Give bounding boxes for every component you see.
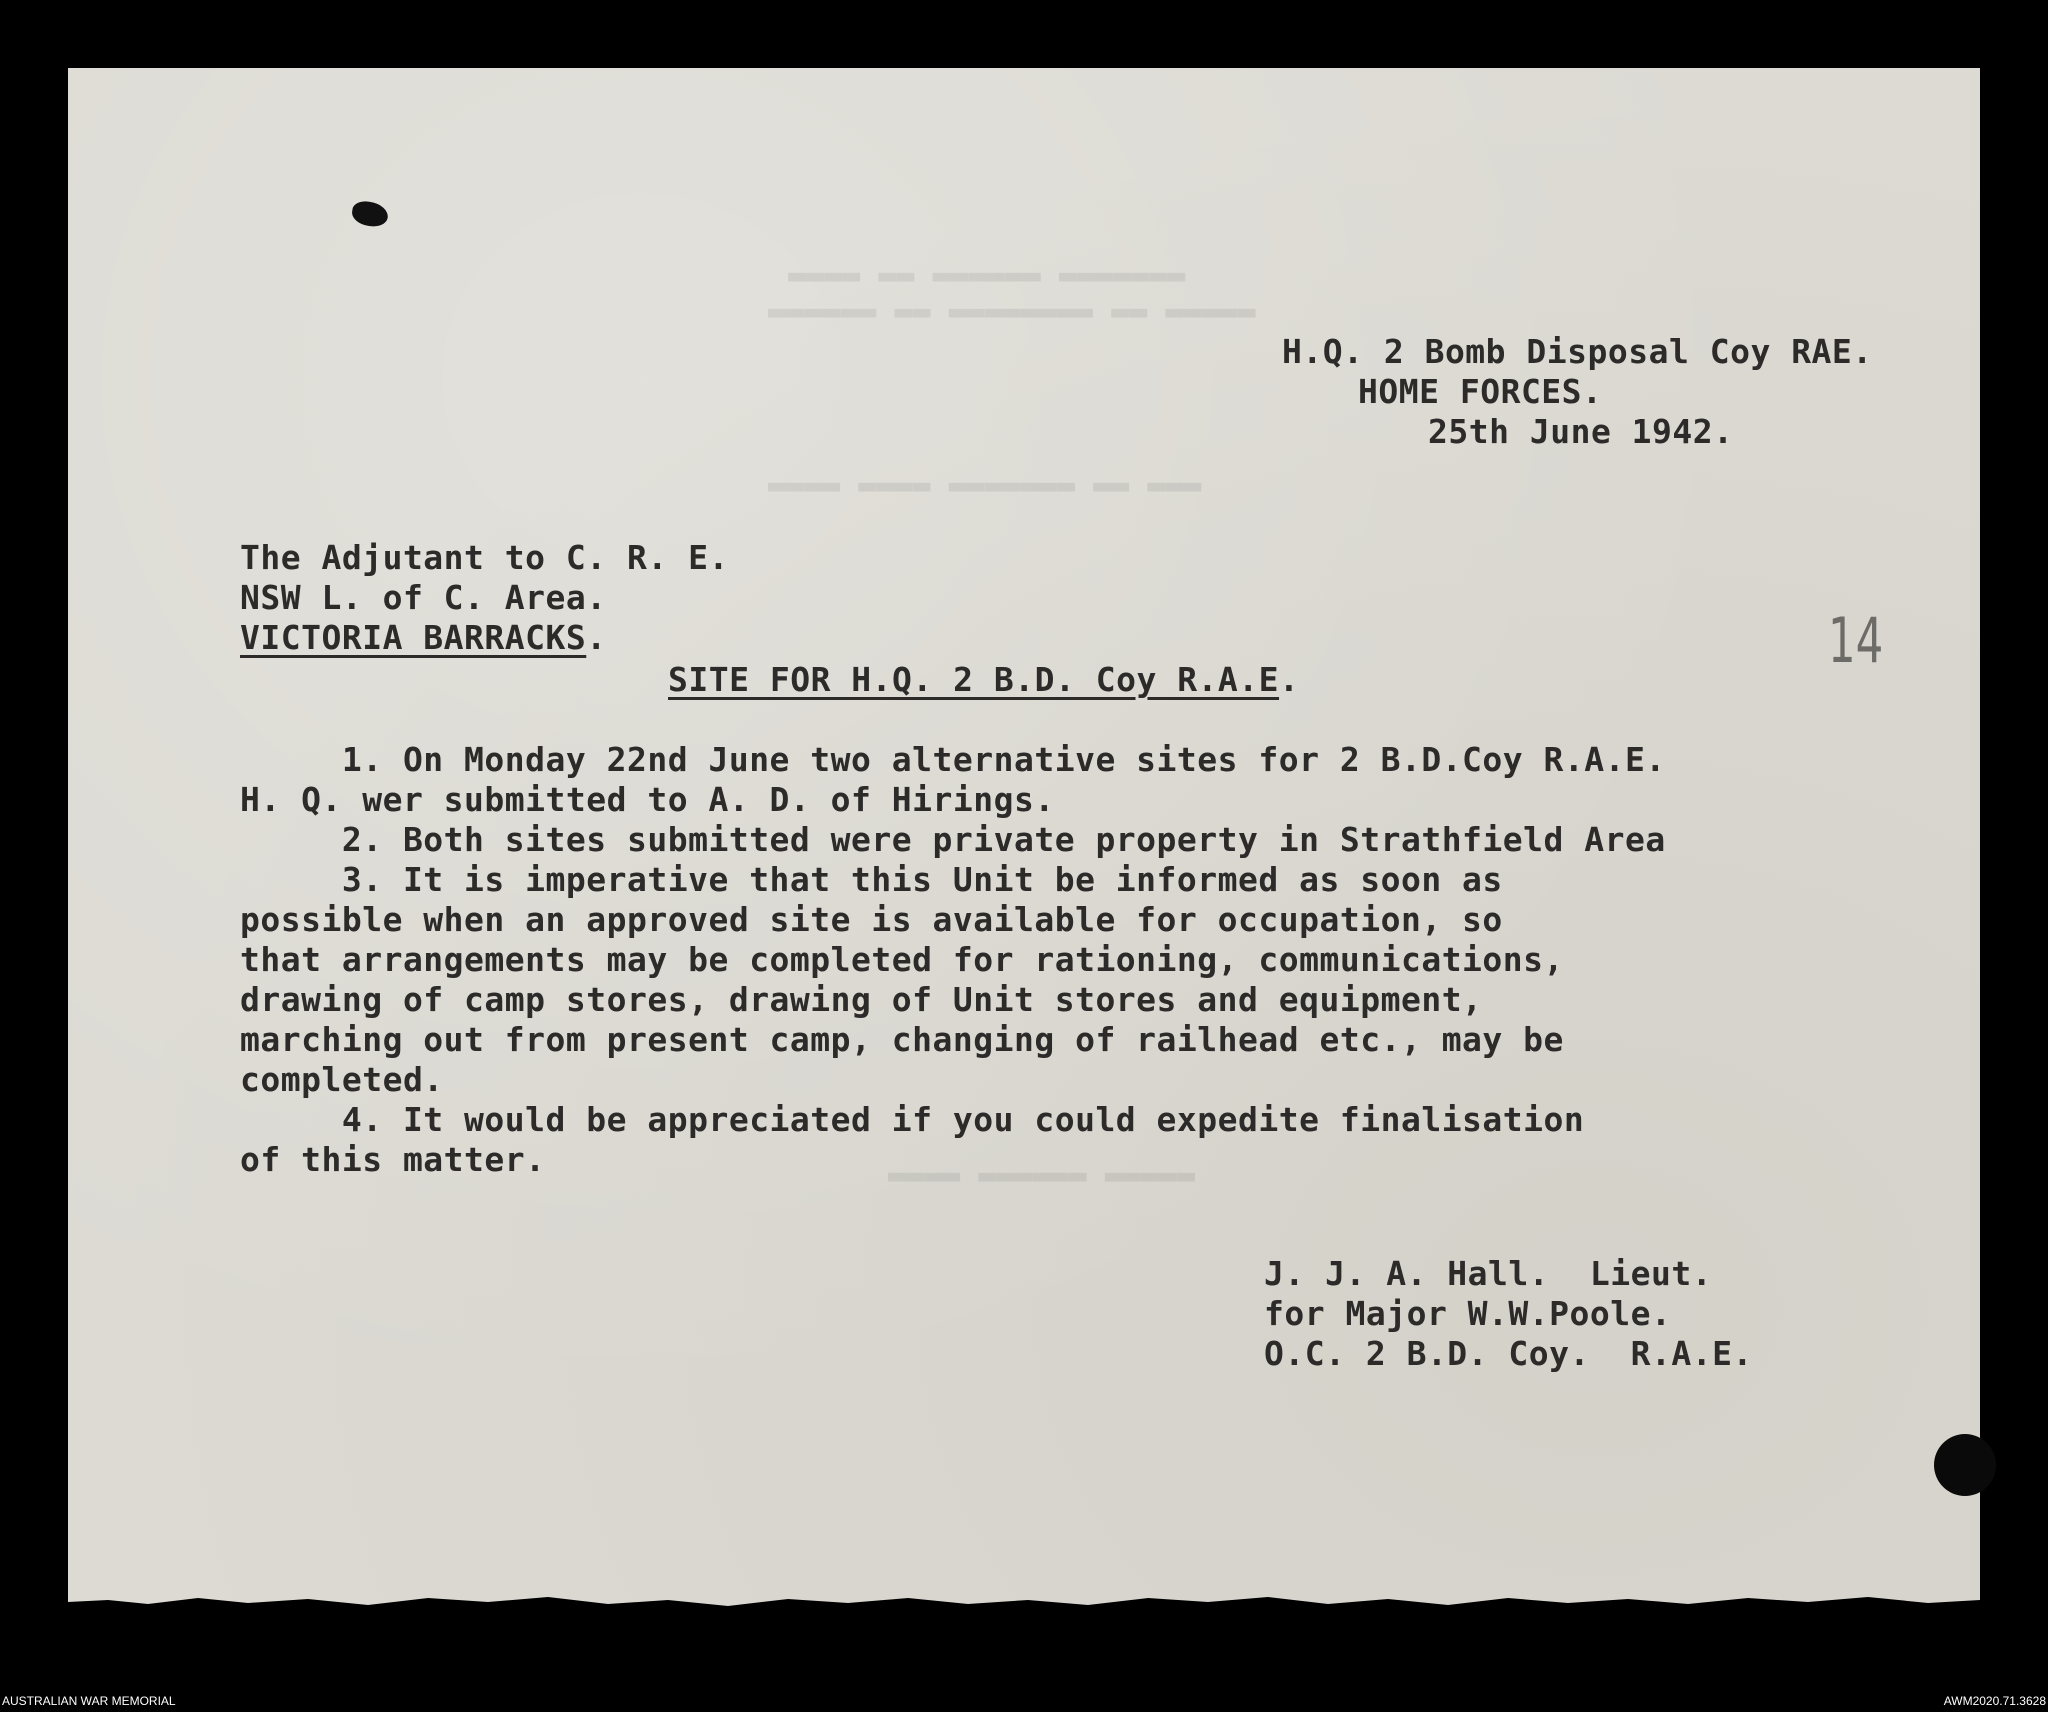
caption-left: AUSTRALIAN WAR MEMORIAL xyxy=(2,1694,176,1708)
letter-date: 25th June 1942. xyxy=(1428,412,1734,451)
binder-hole-mark xyxy=(351,200,390,229)
body-line: of this matter. xyxy=(240,1140,546,1179)
signatory-on-behalf: for Major W.W.Poole. xyxy=(1264,1294,1672,1333)
body-line: completed. xyxy=(240,1060,444,1099)
body-line: that arrangements may be completed for rationing, communications, xyxy=(240,940,1564,979)
letter-paper xyxy=(68,68,1980,1620)
torn-bottom-edge xyxy=(68,1580,1980,1620)
signatory-unit: O.C. 2 B.D. Coy. R.A.E. xyxy=(1264,1334,1753,1373)
caption-right: AWM2020.71.3628 xyxy=(1943,1694,2046,1708)
body-line: 3. It is imperative that this Unit be informed as soon as xyxy=(240,860,1503,899)
subject-period: . xyxy=(1279,660,1300,699)
show-through-text: ▬▬▬▬ ▬▬▬▬▬▬ ▬▬▬▬▬ xyxy=(888,1158,1196,1193)
addressee-line-1: The Adjutant to C. R. E. xyxy=(240,538,729,577)
addressee-place-period: . xyxy=(586,618,607,657)
body-line: marching out from present camp, changing of railhead etc., may be xyxy=(240,1020,1564,1059)
body-line: possible when an approved site is available for occupation, so xyxy=(240,900,1503,939)
body-line: H. Q. wer submitted to A. D. of Hirings. xyxy=(240,780,1055,819)
subject-line xyxy=(668,660,1299,700)
signatory-name: J. J. A. Hall. Lieut. xyxy=(1264,1254,1713,1293)
addressee-place: VICTORIA BARRACKS xyxy=(240,618,587,657)
sender-unit: H.Q. 2 Bomb Disposal Coy RAE. xyxy=(1282,332,1873,371)
addressee-line-2: NSW L. of C. Area. xyxy=(240,578,607,617)
show-through-text: ▬▬▬▬ ▬▬ ▬▬▬▬▬▬ ▬▬▬▬▬▬▬ xyxy=(788,258,1186,293)
show-through-text: ▬▬▬▬▬▬ ▬▬ ▬▬▬▬▬▬▬▬ ▬▬ ▬▬▬▬▬ xyxy=(768,294,1256,329)
body-line: 4. It would be appreciated if you could expedite finalisation xyxy=(240,1100,1585,1139)
subject-text: SITE FOR H.Q. 2 B.D. Coy R.A.E xyxy=(668,660,1280,699)
show-through-text: ▬▬▬▬ ▬▬▬▬ ▬▬▬▬▬▬▬ ▬▬ ▬▬▬ xyxy=(768,468,1202,503)
punch-hole xyxy=(1934,1434,1996,1496)
handwritten-folio-number: 14 xyxy=(1828,604,1884,677)
body-line: 2. Both sites submitted were private property in Strathfield Area xyxy=(240,820,1666,859)
sender-command: HOME FORCES. xyxy=(1358,372,1603,411)
addressee-line-3 xyxy=(240,618,607,658)
body-line: 1. On Monday 22nd June two alternative sites for 2 B.D.Coy R.A.E. xyxy=(240,740,1666,779)
body-line: drawing of camp stores, drawing of Unit stores and equipment, xyxy=(240,980,1483,1019)
